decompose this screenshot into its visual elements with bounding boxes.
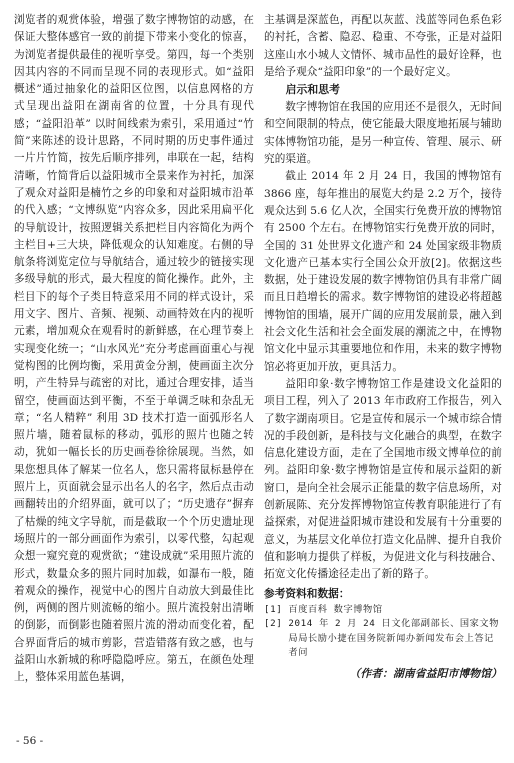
left-column [14,12,254,687]
page-number: - 56 - [16,735,44,747]
body-paragraph: 截止 2014 年 2 月 24 日，我国的博物馆有 3866 座，每年推出的展览大约是 2.2 万个，接待观众达到 5.6 亿人次，全国实行免费开放的博物馆有 2500 个左右。在博物馆实行免费开放的同时，全国的 31 处世界文化遗产和 24 处国家级非物质文化遗产已基本实行全国公众开放[2]。依据这些数据，处于建设发展的数字博物馆仍具有非常广阔而且日趋增长的需求。数字博物馆的建设必将超越博物馆的围墙，展开广阔的应用发展前景，融入到社会文化生活和社会全面发展的潮流之中，在博物馆文化中显示其重要地位和作用，未来的数字博物馆必将更加开放，更具活力。 [264,170,502,373]
author-line: （作者：湖南省益阳市博物馆） [349,666,502,680]
reference-text: 百度百科 数字博物馆 [288,603,383,615]
body-paragraph: 主基调是深蓝色，再配以灰蓝、浅蓝等同色系色彩的衬托，含蓄、隐忍、稳重、不夸张，正是对益阳这座山水小城人文情怀、城市品性的最好诠释，也是给予观众“益阳印象”的一个最好定义。 [264,14,502,78]
reference-text: 2014 年 2 月 24 日文化部副部长、国家文物局局长励小捷在国务院新闻办新闻发布会上答记者问 [288,618,500,658]
reference-number: [1] [264,603,283,615]
references-heading: 参考资料和数据： [264,587,350,600]
body-paragraph: 益阳印象·数字博物馆工作是建设文化益阳的项目工程，列入了 2013 年市政府工作报告，列入了数字湖南项目。它是宣传和展示一个城市综合情况的手段创新，是科技与文化融合的典型，在数字信息化建设方面，走在了全国地市级文博单位的前列。益阳印象·数字博物馆是宣传和展示益阳的新窗口，是向全社会展示正能量的数字信息场所，对创新展陈、充分发挥博物馆宣传教育职能进行了有益探索，对促进益阳城市建设和发展有十分重要的意义，为基层文化单位打造文化品牌、提升自我价值和影响力提供了样板，为促进文化与科技融合、拓宽文化传播途径走出了新的路子。 [264,377,502,581]
reference-item [264,617,502,661]
body-paragraph: 数字博物馆在我国的应用还不是很久，无时间和空间限制的特点，使它能最大限度地拓展与辅助实体博物馆功能，是另一种宣传、管理、展示、研究的渠道。 [264,101,502,166]
reference-item [264,603,502,618]
right-column [264,12,502,683]
section-heading: 启示和思考 [285,83,341,97]
reference-list [264,603,502,661]
body-paragraph: 浏览者的观赏体验，增强了数字博物馆的动感，在保证大整体感官一致的前提下带来小变化的惊喜，为浏览者提供最佳的视听享受。第四，每一个类别因其内容的不同而呈现不同的表现形式。如“益阳概述”通过抽象化的益阳区位图，以信息网格的方式呈现出益阳在湖南省的位置，十分具有现代感；“益阳沿革” 以时间线索为索引，采用通过“竹简”来陈述的设计思路，不同时期的历史事件通过一片片竹简，按先后顺序排列，串联在一起，结构清晰，竹简背后以益阳城市全景来作为衬托，加深了观众对益阳是楠竹之乡的印象和对益阳城市沿革的代入感；“文博纵览”内容众多，因此采用扁平化的导航设计，按照逻辑关系把栏目内容简化为两个主栏目+三大块，降低观众的认知难度。右侧的导航条将浏览定位与导航结合，通过较少的链接实现多级导航的形式，最大程度的简化操作。此外，主栏目下的每个子类目特意采用不同的样式设计，采用文字、图片、音频、视频、动画特效在内的视听元素，增加观众在观看时的新鲜感，在心理节奏上实现变化统一；“山水风光”充分考虑画面重心与视觉构图的比例均衡，采用黄金分割，使画面主次分明，产生特异与疏密的对比，通过合理安排，适当留空，使画面达到平衡，不至于单调乏味和杂乱无章；“名人精粹” 利用 3D 技术打造一面弧形名人照片墙，随着鼠标的移动，弧形的照片也随之转动，犹如一幅长长的历史画卷徐徐展现。当然，如果您想具体了解某一位名人，您只需将鼠标悬停在照片上，页面就会显示出名人的名字，然后点击动画翻转出的介绍界面，就可以了；“历史遗存”摒弃了枯燥的纯文字导航，而是截取一个个历史遗址现场照片的一部分画面作为索引，以零代整，勾起观众想一窥究竟的观赏欲；“建设成就”采用照片流的形式，数量众多的照片同时加载，如瀑布一般，随着观众的操作，视觉中心的图片自动放大到最佳比例，两侧的图片则流畅的缩小。照片流投射出清晰的倒影，而倒影也随着照片流的滑动而变化着，配合界面背后的城市剪影，营造错落有致之感，也与益阳山水新城的称呼隐隐呼应。第五，在颜色处理上，整体采用蓝色基调， [14,14,254,684]
reference-number: [2] [264,618,283,629]
